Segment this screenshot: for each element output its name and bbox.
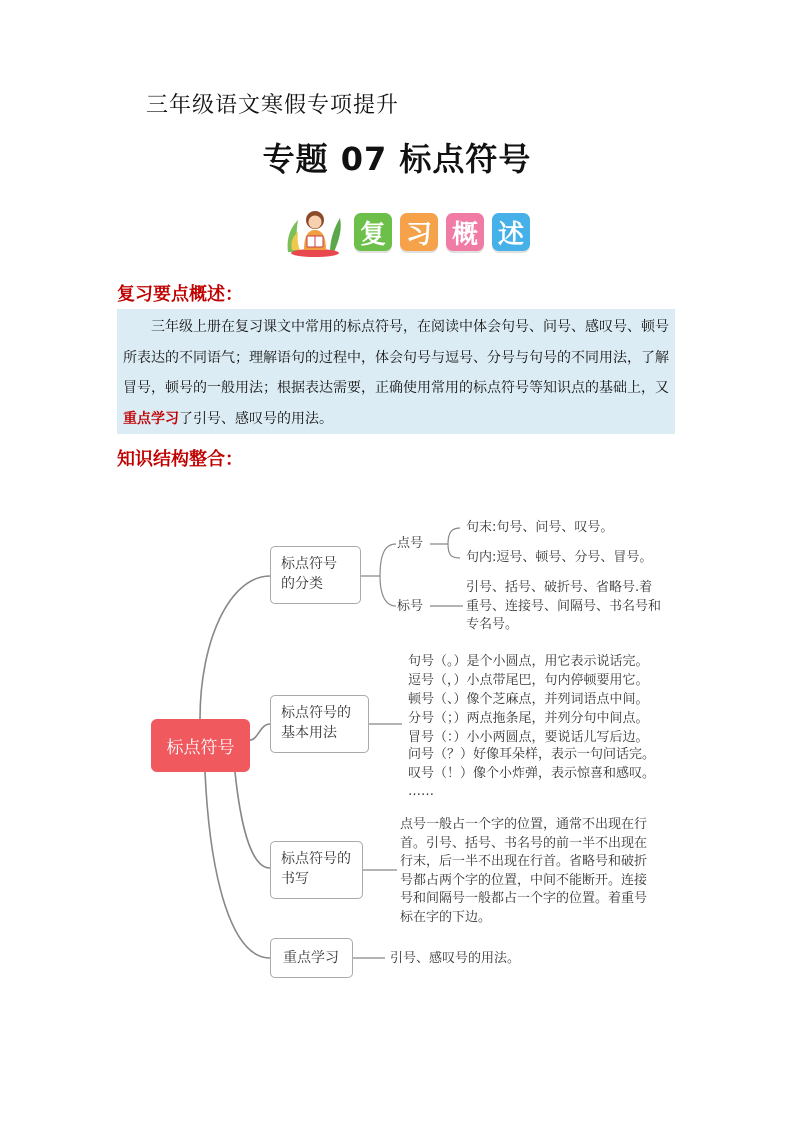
usage-period: 句号（。）是个小圆点，用它表示说话完。 xyxy=(408,654,649,669)
key-learning-text: 引号、感叹号的用法。 xyxy=(390,951,521,966)
document-subtitle: 三年级语文寒假专项提升 xyxy=(146,93,400,118)
usage-question-mark: 问号（？）好像耳朵样，表示一句问话完。 xyxy=(408,747,656,762)
writing-rules-text: 点号一般占一个字的位置，通常不出现在行首。引号、括号、书名号的前一半不出现在行末，后一半不出现在行首。省略号和破折号都占两个字的位置，中间不能断开。连接号和间隔号一般都占一个字的位置。着重号标在字的下边。 xyxy=(400,817,648,925)
overview-heading: 复习要点概述： xyxy=(117,284,243,305)
document-title: 专题 07 标点符号 xyxy=(262,140,532,178)
usage-colon: 冒号（：）小小两圆点，要说话儿写后边。 xyxy=(408,730,649,745)
mark-label: 标号 xyxy=(397,599,424,614)
usage-ellipsis: …… xyxy=(408,784,434,799)
structure-heading: 知识结构整合： xyxy=(117,449,243,470)
tile-fu: 复 xyxy=(354,213,392,251)
dot-item-sentence-end: 句末:句号、问号、叹号。 xyxy=(466,520,614,535)
branch-writing: 标点符号的书写 xyxy=(270,841,363,899)
tile-gai: 概 xyxy=(446,213,484,251)
summary-text-part2: 了引号、感叹号的用法。 xyxy=(179,410,333,427)
branch-basic-usage: 标点符号的基本用法 xyxy=(270,695,369,753)
dot-mark-label: 点号 xyxy=(397,536,424,551)
mindmap-root: 标点符号 xyxy=(151,719,250,772)
usage-exclamation-mark: 叹号（！）像个小炸弹，表示惊喜和感叹。 xyxy=(408,766,656,781)
usage-comma: 逗号（，）小点带尾巴，句内停顿要用它。 xyxy=(408,673,649,688)
mark-description: 引号、括号、破折号、省略号.着重号、连接号、间隔号、书名号和专名号。 xyxy=(466,580,662,633)
summary-text-part1: 三年级上册在复习课文中常用的标点符号，在阅读中体会句号、问号、感叹号、顿号所表达的不同语气；理解语句的过程中，体会句号与逗号、分号与句号的不同用法，了解冒号，顿号的一般用法；根据表达需要，正确使用常用的标点符号等知识点的基础上，又 xyxy=(123,319,669,396)
summary-highlight: 重点学习 xyxy=(123,410,179,427)
tile-shu: 述 xyxy=(492,213,530,251)
branch-classification: 标点符号的分类 xyxy=(270,546,361,604)
branch-key-learning: 重点学习 xyxy=(270,938,353,978)
dot-item-sentence-inner: 句内:逗号、顿号、分号、冒号。 xyxy=(466,550,653,565)
usage-semicolon: 分号（；）两点拖条尾，并列分句中间点。 xyxy=(408,711,649,726)
tile-xi: 习 xyxy=(400,213,438,251)
usage-enumeration-comma: 顿号（、）像个芝麻点，并列词语点中间。 xyxy=(408,692,649,707)
